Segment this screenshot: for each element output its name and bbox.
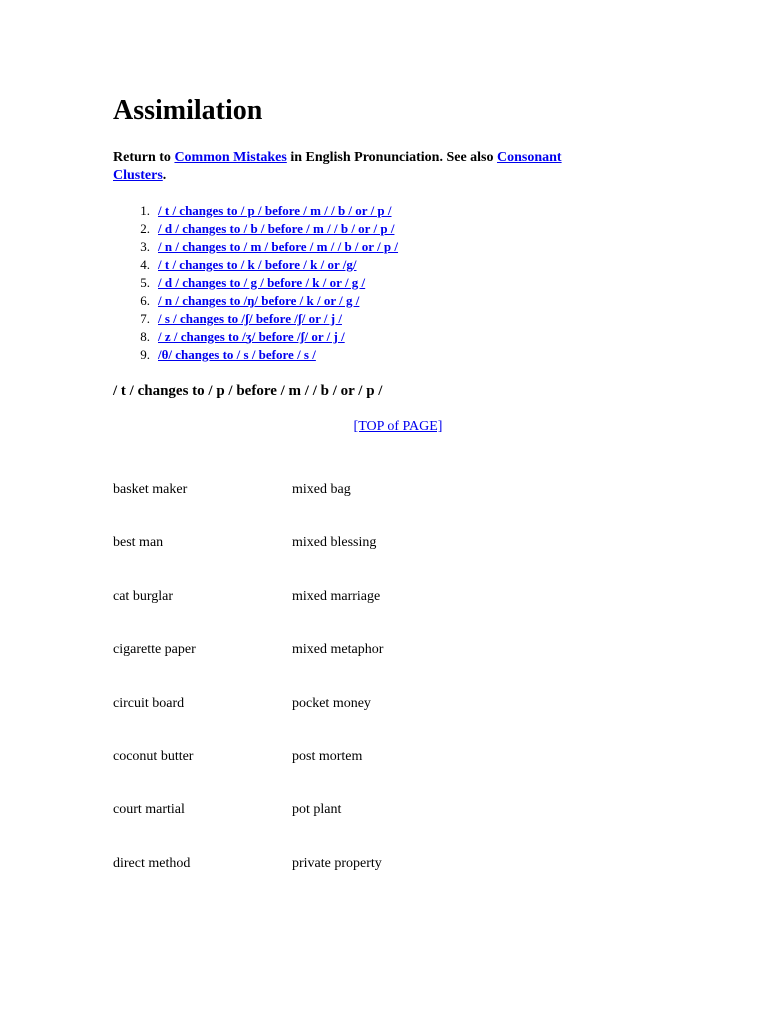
- intro-middle: in English Pronunciation. See also: [286, 150, 498, 165]
- intro-suffix: .: [162, 168, 167, 183]
- word-right: pocket money: [292, 695, 371, 711]
- toc-number: 6.: [140, 293, 150, 308]
- toc-number: 1.: [140, 203, 150, 218]
- word-right: mixed marriage: [292, 588, 381, 604]
- consonant-clusters-link[interactable]: Consonant Clusters: [113, 150, 562, 183]
- toc-link[interactable]: / t / changes to / p / before / m / / b / or / p /: [158, 203, 392, 218]
- top-of-page-container: [113, 418, 653, 436]
- section-heading: / t / changes to / p / before / m / / b / or / p /: [113, 383, 383, 399]
- toc-item: [113, 292, 398, 310]
- toc-number: 8.: [140, 329, 150, 344]
- toc-link[interactable]: / s / changes to /ʃ/ before /ʃ/ or / j /: [158, 311, 342, 326]
- word-right: post mortem: [292, 748, 363, 764]
- toc-item: [113, 274, 398, 292]
- word-left: basket maker: [113, 482, 188, 497]
- word-right: mixed metaphor: [292, 642, 384, 658]
- word-right: private property: [292, 855, 382, 871]
- toc-link[interactable]: / t / changes to / k / before / k / or /g/: [158, 257, 357, 272]
- toc-number: 4.: [140, 257, 150, 272]
- toc-number: 2.: [140, 221, 150, 236]
- toc-item: [113, 346, 398, 364]
- word-left: coconut butter: [113, 748, 194, 764]
- top-of-page-link[interactable]: [TOP of PAGE]: [353, 419, 443, 434]
- toc-number: 3.: [140, 239, 150, 254]
- toc-item: [113, 328, 398, 346]
- intro-prefix: Return to: [113, 150, 175, 165]
- word-right: mixed blessing: [292, 535, 377, 551]
- word-left: cigarette paper: [113, 642, 196, 658]
- toc-item: [113, 220, 398, 238]
- word-left: cat burglar: [113, 588, 173, 604]
- word-left: direct method: [113, 855, 191, 871]
- toc-item: [113, 256, 398, 274]
- toc-number: 7.: [140, 311, 150, 326]
- page-title: Assimilation: [113, 95, 263, 126]
- toc-link[interactable]: /θ/ changes to / s / before / s /: [158, 347, 316, 362]
- table-of-contents: [113, 202, 398, 364]
- toc-item: [113, 238, 398, 256]
- word-left: circuit board: [113, 695, 185, 711]
- toc-number: 9.: [140, 347, 150, 362]
- toc-item: [113, 202, 398, 220]
- toc-link[interactable]: / z / changes to /ʒ/ before /ʃ/ or / j /: [158, 329, 345, 344]
- word-left: best man: [113, 535, 164, 551]
- word-right: pot plant: [292, 802, 342, 818]
- toc-link[interactable]: / d / changes to / g / before / k / or / g /: [158, 275, 366, 290]
- toc-link[interactable]: / d / changes to / b / before / m / / b / or / p /: [158, 221, 395, 236]
- toc-link[interactable]: / n / changes to /ŋ/ before / k / or / g /: [158, 293, 360, 308]
- toc-number: 5.: [140, 275, 150, 290]
- word-right: mixed bag: [292, 482, 351, 497]
- intro-paragraph: [113, 149, 613, 185]
- toc-item: [113, 310, 398, 328]
- common-mistakes-link[interactable]: Common Mistakes: [174, 150, 287, 165]
- toc-link[interactable]: / n / changes to / m / before / m / / b / or / p /: [158, 239, 399, 254]
- word-left: court martial: [113, 802, 185, 818]
